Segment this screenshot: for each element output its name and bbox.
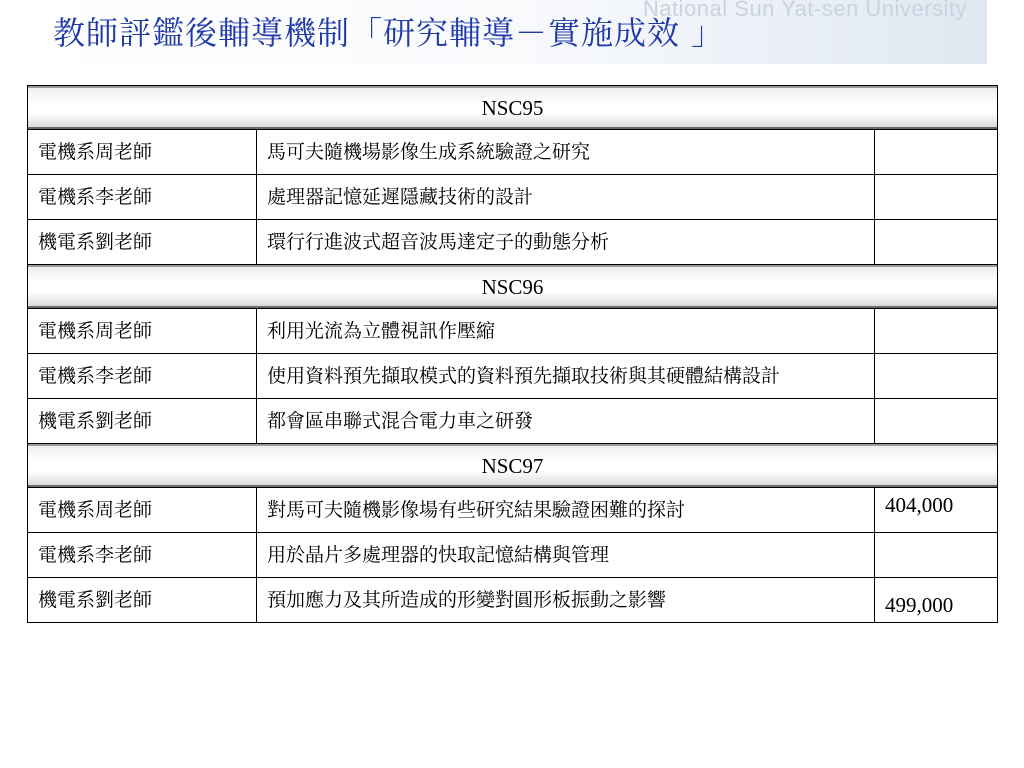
table-row bbox=[28, 309, 998, 354]
amount-cell: 499,000 bbox=[875, 578, 998, 623]
teacher-cell: 電機系李老師 bbox=[28, 175, 257, 220]
amount-cell bbox=[875, 309, 998, 354]
amount-cell bbox=[875, 175, 998, 220]
section-label: NSC97 bbox=[28, 444, 998, 488]
university-watermark: National Sun Yat-sen University bbox=[642, 0, 967, 21]
teacher-cell: 機電系劉老師 bbox=[28, 578, 257, 623]
project-cell: 環行行進波式超音波馬達定子的動態分析 bbox=[257, 220, 875, 265]
project-cell: 使用資料預先擷取模式的資料預先擷取技術與其硬體結構設計 bbox=[257, 354, 875, 399]
results-table bbox=[27, 85, 998, 623]
table-row bbox=[28, 533, 998, 578]
title-bar bbox=[37, 0, 987, 64]
amount-cell bbox=[875, 399, 998, 444]
slide-title: 教師評鑑後輔導機制「研究輔導－實施成效 」 bbox=[53, 14, 725, 52]
results-table-container bbox=[27, 85, 997, 623]
project-cell: 利用光流為立體視訊作壓縮 bbox=[257, 309, 875, 354]
project-cell: 預加應力及其所造成的形變對圓形板振動之影響 bbox=[257, 578, 875, 623]
section-label: NSC95 bbox=[28, 86, 998, 130]
teacher-cell: 電機系周老師 bbox=[28, 130, 257, 175]
amount-cell bbox=[875, 220, 998, 265]
section-header-row bbox=[28, 444, 998, 488]
section-header-row bbox=[28, 86, 998, 130]
project-cell: 對馬可夫隨機影像場有些研究結果驗證困難的探討 bbox=[257, 488, 875, 533]
amount-cell bbox=[875, 130, 998, 175]
table-row bbox=[28, 578, 998, 623]
teacher-cell: 機電系劉老師 bbox=[28, 399, 257, 444]
project-cell: 馬可夫隨機場影像生成系統驗證之研究 bbox=[257, 130, 875, 175]
table-row bbox=[28, 399, 998, 444]
section-header-row bbox=[28, 265, 998, 309]
teacher-cell: 電機系周老師 bbox=[28, 309, 257, 354]
teacher-cell: 電機系李老師 bbox=[28, 533, 257, 578]
amount-cell: 404,000 bbox=[875, 488, 998, 533]
table-row bbox=[28, 220, 998, 265]
project-cell: 處理器記憶延遲隱藏技術的設計 bbox=[257, 175, 875, 220]
table-row bbox=[28, 354, 998, 399]
amount-cell bbox=[875, 354, 998, 399]
amount-cell bbox=[875, 533, 998, 578]
table-row bbox=[28, 175, 998, 220]
teacher-cell: 電機系周老師 bbox=[28, 488, 257, 533]
teacher-cell: 電機系李老師 bbox=[28, 354, 257, 399]
section-label: NSC96 bbox=[28, 265, 998, 309]
table-row bbox=[28, 130, 998, 175]
project-cell: 用於晶片多處理器的快取記憶結構與管理 bbox=[257, 533, 875, 578]
project-cell: 都會區串聯式混合電力車之研發 bbox=[257, 399, 875, 444]
teacher-cell: 機電系劉老師 bbox=[28, 220, 257, 265]
table-row bbox=[28, 488, 998, 533]
